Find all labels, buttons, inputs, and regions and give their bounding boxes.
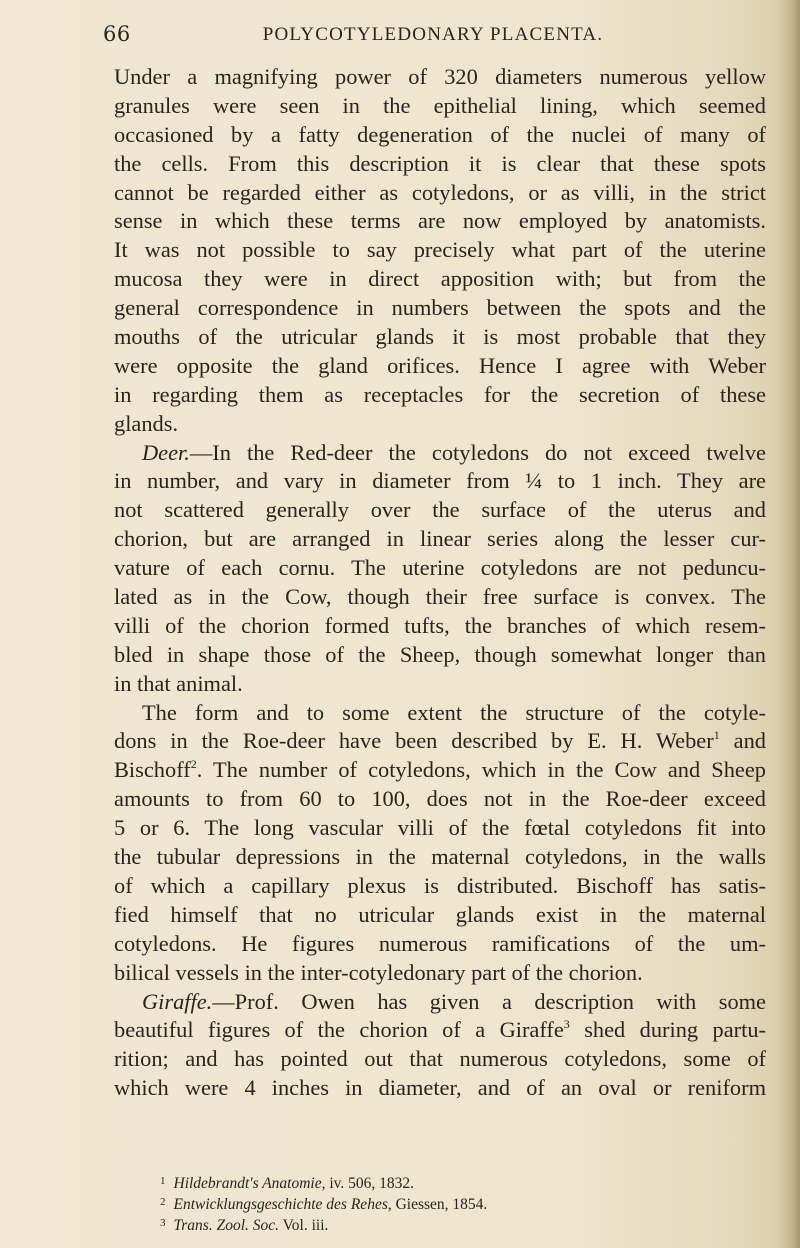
- footnote-number: 2: [160, 1196, 166, 1208]
- text-segment: shed during partu-: [584, 1017, 766, 1043]
- text-line: villi of the chorion formed tufts, the branches of which resem-: [114, 612, 766, 638]
- footnote-number: 1: [160, 1175, 166, 1187]
- footnotes: [160, 1172, 760, 1235]
- text-line: chorion, but are arranged in linear series along the lesser cur-: [114, 526, 766, 552]
- text-segment: —In the Red-deer the cotyledons do not exceed twelve: [189, 439, 766, 465]
- footnote-ref[interactable]: 3: [563, 1017, 570, 1032]
- text-line: lated as in the Cow, though their free surface is convex. The: [114, 584, 766, 610]
- footnote-detail: , Giessen, 1854.: [387, 1196, 488, 1213]
- page-edge-shadow: [778, 0, 800, 1248]
- text-line: Under a magnifying power of 320 diameters numerous yellow: [114, 64, 766, 89]
- text-line: sense in which these terms are now employed by anatomists.: [114, 208, 766, 234]
- text-segment: and: [733, 728, 766, 754]
- text-line: general correspondence in numbers between the spots and the: [114, 295, 766, 321]
- text-line: [114, 727, 766, 756]
- section-heading-deer: Deer.: [142, 439, 190, 465]
- text-line: not scattered generally over the surface of the uterus and: [114, 497, 766, 523]
- text-line: were opposite the gland orifices. Hence I agree with Weber: [114, 352, 766, 378]
- text-segment: beautiful figures of the chorion of a Giraffe: [114, 1017, 564, 1043]
- text-line: mouths of the utricular glands it is most probable that they: [114, 324, 766, 350]
- text-line: cannot be regarded either as cotyledons, or as villi, in the strict: [114, 179, 766, 205]
- text-segment: Bischoff: [114, 757, 191, 783]
- text-line: fied himself that no utricular glands exist in the maternal: [114, 901, 766, 927]
- text-line: rition; and has pointed out that numerous cotyledons, some of: [114, 1046, 766, 1072]
- body-text: [114, 63, 766, 1103]
- text-line: [114, 439, 766, 468]
- footnote: [160, 1214, 760, 1235]
- text-line: glands.: [114, 410, 179, 436]
- text-line: granules were seen in the epithelial lining, which seemed: [114, 92, 766, 118]
- text-line: in that animal.: [114, 670, 243, 696]
- running-head: POLYCOTYLEDONARY PLACENTA.: [262, 24, 604, 45]
- text-line: [114, 1016, 766, 1045]
- text-line: [114, 988, 766, 1017]
- text-segment: —Prof. Owen has given a description with some: [212, 988, 766, 1014]
- text-line: the cells. From this description it is clear that these spots: [114, 150, 766, 176]
- text-line: The form and to some extent the structure of the cotyle-: [142, 699, 766, 725]
- text-line: amounts to from 60 to 100, does not in the Roe-deer exceed: [114, 786, 766, 812]
- text-line: the tubular depressions in the maternal cotyledons, in the walls: [114, 844, 766, 870]
- text-line: occasioned by a fatty degeneration of the nuclei of many of: [114, 121, 766, 147]
- text-line: of which a capillary plexus is distributed. Bischoff has satis-: [114, 872, 766, 898]
- footnote-ref[interactable]: 2: [190, 757, 197, 772]
- footnote: [160, 1193, 760, 1214]
- text-line: mucosa they were in direct apposition with; but from the: [114, 266, 766, 292]
- text-line: cotyledons. He figures numerous ramifications of the um-: [114, 930, 766, 956]
- footnote: [160, 1172, 760, 1193]
- text-segment: dons in the Roe-deer have been described by E. H. Weber: [114, 728, 714, 754]
- text-line: [114, 756, 766, 785]
- footnote-title: Hildebrandt's Anatomie: [173, 1175, 322, 1192]
- footnote-title: Trans. Zool. Soc.: [173, 1217, 280, 1234]
- text-line: bilical vessels in the inter-cotyledonary part of the chorion.: [114, 959, 643, 985]
- footnote-detail: Vol. iii.: [279, 1217, 329, 1234]
- text-line: in number, and vary in diameter from ¼ to 1 inch. They are: [114, 468, 766, 494]
- section-heading-giraffe: Giraffe.: [142, 988, 213, 1014]
- text-line: vature of each cornu. The uterine cotyledons are not peduncu-: [114, 555, 766, 581]
- footnote-ref[interactable]: 1: [713, 728, 720, 743]
- text-line: 5 or 6. The long vascular villi of the fœtal cotyledons fit into: [114, 815, 766, 841]
- text-line: bled in shape those of the Sheep, though somewhat longer than: [114, 641, 766, 667]
- text-line: in regarding them as receptacles for the secretion of these: [114, 381, 766, 407]
- text-line: which were 4 inches in diameter, and of an oval or reniform: [114, 1075, 766, 1101]
- footnote-title: Entwicklungsgeschichte des Rehes: [173, 1196, 388, 1213]
- text-line: It was not possible to say precisely what part of the uterine: [114, 237, 766, 263]
- footnote-detail: , iv. 506, 1832.: [321, 1175, 415, 1192]
- footnote-number: 3: [160, 1217, 166, 1229]
- page-number: 66: [103, 22, 131, 46]
- page-header: [103, 22, 763, 62]
- text-segment: . The number of cotyledons, which in the Cow and Sheep: [196, 757, 766, 783]
